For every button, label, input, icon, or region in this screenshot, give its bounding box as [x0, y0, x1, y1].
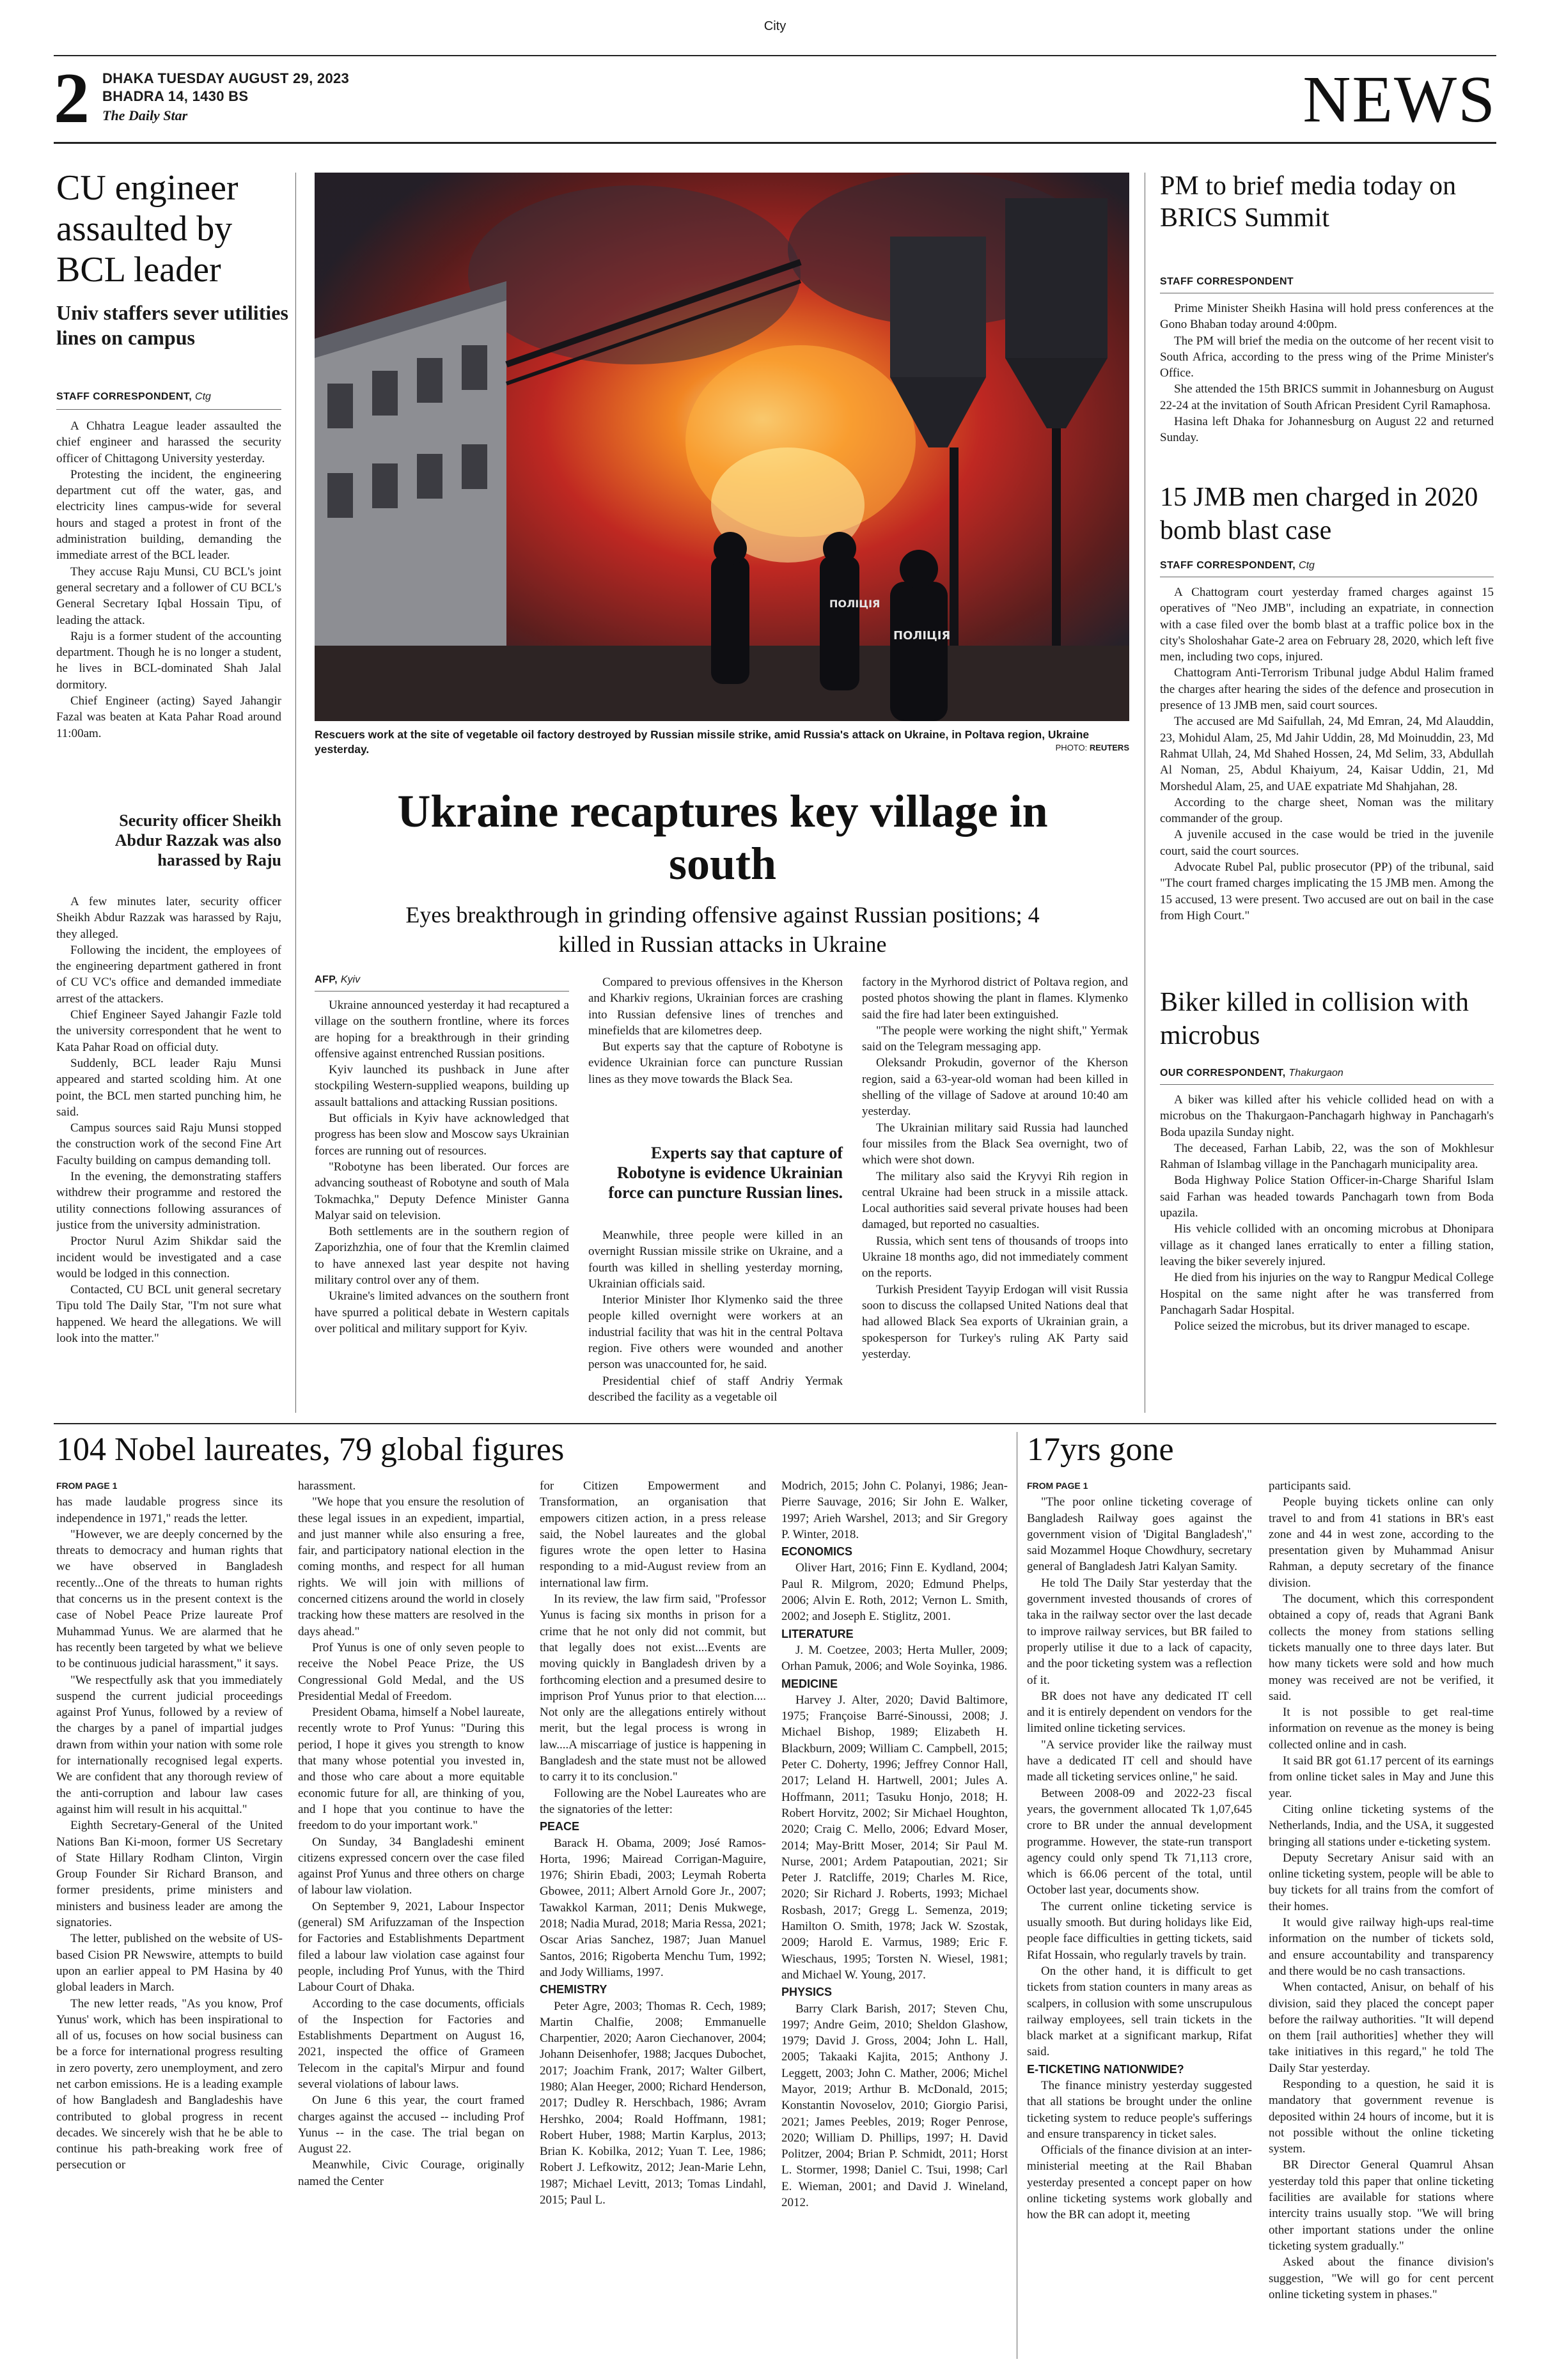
- police-label-1: ПОЛІЦІЯ: [829, 598, 881, 610]
- body-paragraph: The new letter reads, "As you know, Prof Yunus' work, which has been inspirational to all of us, focuses on how social business can be a force for international progress resulting in zero poverty, zero unemployment, and zero net carbon emissions. He is a leading example of how Bangladesh and Bangladeshis have contributed to global progress in recent decades. We sincerely wish that he be able to continue his path-breaking work free of persecution or: [56, 1996, 283, 2172]
- body-paragraph: The finance ministry yesterday suggested that all stations be brought under the online ticketing system to reduce people's sufferings and ensure transparency in ticket sales.: [1027, 2078, 1252, 2141]
- category-subhead: ECONOMICS: [781, 1545, 853, 1559]
- body-paragraph: "However, we are deeply concerned by the threats to democracy and human rights that we have observed in Bangladesh recently...One of the threats to human rights that concerns us in the present context is the case of Nobel Peace Prize laureate Prof Muhammad Yunus. We are alarmed that he has recently been targeted by what we believe to be continuous judicial harassment," it says.: [56, 1527, 283, 1671]
- body-paragraph: Asked about the finance division's suggestion, "We will go for cent percent online ticketing system in phases.": [1269, 2255, 1494, 2301]
- body-paragraph: Barack H. Obama, 2009; José Ramos-Horta, 1996; Mairead Corrigan-Maguire, 1976; Shirin Ebadi, 2003; Leymah Roberta Gbowee, 2011; Albert Arnold Gore Jr., 2007; Tawakkol Karman, 2011; Denis Mukwege, 2018; Nadia Murad, 2018; Maria Ressa, 2021; Oscar Arias Sanchez, 1987; Juan Manuel Santos, 2016; Rigoberta Menchu Tum, 1992; and Jody Williams, 1997.: [540, 1836, 766, 1979]
- header-bottom-rule: [54, 142, 1496, 144]
- section-title: NEWS: [1303, 63, 1496, 136]
- brics-byline: STAFF CORRESPONDENT: [1160, 276, 1294, 287]
- body-paragraph: J. M. Coetzee, 2003; Herta Muller, 2009; Orhan Pamuk, 2006; and Wole Soyinka, 1986.: [781, 1643, 1008, 1674]
- category-subhead: E-TICKETING NATIONWIDE?: [1027, 2062, 1184, 2076]
- cu-byline: STAFF CORRESPONDENT, Ctg: [56, 391, 211, 402]
- header-bangla-date: BHADRA 14, 1430 BS: [102, 88, 249, 104]
- body-paragraph: has made laudable progress since its independence in 1971," reads the letter.: [56, 1495, 283, 1525]
- from-page-label: FROM PAGE 1: [56, 1481, 118, 1491]
- biker-body: [1160, 1092, 1494, 1414]
- body-paragraph: "Robotyne has been liberated. Our forces are advancing southeast of Robotyne and south of Mala Tokmachka," Deputy Defence Minister Ganna Malyar said on television.: [315, 1160, 569, 1222]
- biker-byline-rule: [1160, 1084, 1494, 1085]
- body-paragraph: The military also said the Kryvyi Rih region in central Ukraine had been struck in a missile attack. Local authorities said several private houses had been damaged, but reported no casualties.: [862, 1169, 1128, 1232]
- body-paragraph: The letter, published on the website of US-based Cision PR Newswire, attempts to build upon an earlier appeal to PM Hasina by 40 global leaders in March.: [56, 1932, 283, 1995]
- header-date: DHAKA TUESDAY AUGUST 29, 2023: [102, 70, 350, 86]
- cu-headline: CU engineer assaulted by BCL leader: [56, 168, 239, 290]
- ukraine-col-2a: [588, 974, 843, 1134]
- body-paragraph: He told The Daily Star yesterday that the government invested thousands of crores of taka in the railway sector over the last decade to improve railway services, but BR failed to properly utilise it due to a lack of capacity, and the poor ticketing system was a reflection of it.: [1027, 1576, 1252, 1687]
- body-paragraph: Chattogram Anti-Terrorism Tribunal judge Abdul Halim framed the charges after hearing the sides of the defence and prosecution in presence of 13 JMB men, said court sources.: [1160, 666, 1494, 713]
- category-subhead: CHEMISTRY: [540, 1983, 607, 1996]
- ukraine-byline: AFP, Kyiv: [315, 974, 361, 985]
- masthead-logo: The Daily Star: [102, 107, 188, 123]
- body-paragraph: His vehicle collided with an oncoming microbus at Dhonipara village as it changed lanes erratically to enter a filling station, leaving the biker severely injured.: [1160, 1222, 1494, 1268]
- body-paragraph: Advocate Rubel Pal, public prosecutor (PP) of the tribunal, said "The court framed charges implicating the 15 JMB men. Among the 15 accused, 13 were present. Two accused are out on bail in the case from High Court.": [1160, 860, 1494, 922]
- body-paragraph: Prime Minister Sheikh Hasina will hold press conferences at the Gono Bhaban today around 4:00pm.: [1160, 302, 1494, 332]
- body-paragraph: People buying tickets online can only travel to and from 41 stations in BR's east zone and 44 in west zone, according to the presentation given by Muhammad Anisur Rahman, a deputy secretary of the finance division.: [1269, 1495, 1494, 1590]
- body-paragraph: Raju is a former student of the accounting department. Though he is no longer a student, he lives in BCL-dominated Shah Jalal dormitory.: [56, 629, 281, 692]
- body-paragraph: Ukraine announced yesterday it had recaptured a village on the southern frontline, where its forces are hoping for a breakthrough in their grinding offensive against entrenched Russian positions.: [315, 999, 569, 1061]
- body-paragraph: Hasina left Dhaka for Johannesburg on August 22 and returned Sunday.: [1160, 415, 1494, 445]
- body-paragraph: In the evening, the demonstrating staffers withdrew their programme and restored the utility connections following assurances of justice from the university administration.: [56, 1170, 281, 1232]
- body-paragraph: She attended the 15th BRICS summit in Johannesburg on August 22-24 at the invitation of South African President Cyril Ramaphosa.: [1160, 382, 1494, 412]
- body-paragraph: Meanwhile, three people were killed in an overnight Russian missile strike on Ukraine, and a fourth was killed in shelling yesterday morning, Ukrainian officials said.: [588, 1229, 843, 1291]
- body-paragraph: Kyiv launched its pushback in June after stockpiling Western-supplied weapons, building up assault battalions and attacking Russian positions.: [315, 1063, 569, 1109]
- body-paragraph: A biker was killed after his vehicle collided head on with a microbus on the Thakurgaon-Panchagarh highway in Panchagarh's Boda upazila Sunday night.: [1160, 1093, 1494, 1139]
- ukraine-headline: Ukraine recaptures key village in south: [397, 786, 1048, 889]
- body-paragraph: The deceased, Farhan Labib, 22, was the son of Mokhlesur Rahman of Islambag village in the Panchagarh municipality area.: [1160, 1141, 1494, 1172]
- body-paragraph: Meanwhile, Civic Courage, originally named the Center: [298, 2158, 524, 2188]
- left-col-rule: [295, 173, 296, 1413]
- body-paragraph: A juvenile accused in the case would be tried in the juvenile court, said the court sources.: [1160, 828, 1494, 858]
- seventeen-col-2: [1269, 1478, 1494, 2360]
- photo-credit: PHOTO: REUTERS: [1055, 743, 1129, 752]
- photo-caption: Rescuers work at the site of vegetable oil factory destroyed by Russian missile strike, amid Russia's attack on Ukraine, in Poltava region, Ukraine yesterday.: [315, 728, 1090, 756]
- brics-body: [1160, 300, 1494, 477]
- cu-subhead: Univ staffers sever utilities lines on campus: [56, 301, 288, 349]
- category-subhead: MEDICINE: [781, 1677, 838, 1690]
- category-subhead: PEACE: [540, 1820, 580, 1833]
- body-paragraph: Interior Minister Ihor Klymenko said the three people killed overnight were workers at an industrial facility that was hit in the central Poltava region. Five others were wounded and another person was unaccounted for, he said.: [588, 1293, 843, 1372]
- body-paragraph: Officials of the finance division at an inter-ministerial meeting at the Rail Bhaban yesterday presented a concept paper on how online ticketing systems work globally and how the BR can adopt it, meeting: [1027, 2143, 1252, 2222]
- body-paragraph: The PM will brief the media on the outcome of her recent visit to South Africa, according to the press wing of the Prime Minister's Office.: [1160, 334, 1494, 380]
- body-paragraph: On the other hand, it is difficult to get tickets from station counters in many areas as scalpers, in collusion with some unscrupulous railway employees, sell train tickets in the black market at a significant markup, Rifat said.: [1027, 1964, 1252, 2059]
- category-subhead: LITERATURE: [781, 1627, 854, 1640]
- ukraine-pullquote: Experts say that capture of Robotyne is evidence Ukrainian force can puncture Russian lines.: [608, 1144, 843, 1202]
- body-paragraph: Between 2008-09 and 2022-23 fiscal years, the government allocated Tk 1,07,645 crore to BR under the annual development programme. However, the state-run transport agency could only spend Tk 71,113 crore, which is 66.06 percent of the total, until October last year, documents show.: [1027, 1786, 1252, 1897]
- body-paragraph: According to the charge sheet, Noman was the military commander of the group.: [1160, 795, 1494, 826]
- body-paragraph: When contacted, Anisur, on behalf of his division, said they placed the concept paper before the railway authorities. "It will depend on them [rail authorities] whether they will take initiatives in this regard," he told The Daily Star yesterday.: [1269, 1980, 1494, 2075]
- body-paragraph: Compared to previous offensives in the Kherson and Kharkiv regions, Ukrainian forces are crashing into Russian defensive lines of trenches and minefields that are kilometres deep.: [588, 976, 843, 1038]
- body-paragraph: "The poor online ticketing coverage of Bangladesh Railway goes against the government vision of 'Digital Bangladesh'," said Mozammel Hoque Chowdhury, secretary general of Bangladesh Jatri Kalyan Samity.: [1027, 1495, 1252, 1574]
- body-paragraph: Presidential chief of staff Andriy Yermak described the facility as a vegetable oil: [588, 1374, 843, 1404]
- body-paragraph: A Chhatra League leader assaulted the chief engineer and harassed the security officer of Chittagong University yesterday.: [56, 419, 281, 465]
- body-paragraph: BR Director General Quamrul Ahsan yesterday told this paper that online ticketing facilities are available for stations where intercity trains usually stop. "We will bring other important stations under the online ticketing system gradually.": [1269, 2158, 1494, 2253]
- body-paragraph: Chief Engineer (acting) Sayed Jahangir Fazal was beaten at Kata Pahar Road around 11:00am.: [56, 694, 281, 740]
- body-paragraph: Chief Engineer Sayed Jahangir Fazle told the university correspondent that he went to Kata Pahar Road on official duty.: [56, 1008, 281, 1054]
- body-paragraph: It would give railway high-ups real-time information on the number of tickets sold, and ensure accountability and transparency and there would be no cash transactions.: [1269, 1916, 1494, 1978]
- body-paragraph: Ukraine's limited advances on the southern front have spurred a political debate in Western capitals over political and military support for Kyiv.: [315, 1289, 569, 1335]
- body-paragraph: Oliver Hart, 2016; Finn E. Kydland, 2004; Paul R. Milgrom, 2020; Edmund Phelps, 2006; Alvin E. Roth, 2012; Vernon L. Smith, 2002; and Joseph E. Stiglitz, 2001.: [781, 1561, 1008, 1624]
- body-paragraph: In its review, the law firm said, "Professor Yunus is facing six months in prison for a crime that he not only did not commit, but that legally does not exist....Events are moving quickly in Bangladesh driven by a forthcoming election and a presumed desire to imprison Prof Yunus prior to that election.... Not only are the allegations entirely without merit, but the legal process is wrong in law....A miscarriage of justice is happening in Bangladesh and the state must not be allowed to carry it to its conclusion.": [540, 1592, 766, 1784]
- body-paragraph: Responding to a question, he said it is mandatory that government revenue is deposited within 24 hours of income, but it is not possible without the online ticketing system.: [1269, 2077, 1494, 2156]
- cu-byline-rule: [56, 409, 281, 410]
- ukraine-deck: Eyes breakthrough in grinding offensive against Russian positions; 4 killed in Russian attacks in Ukraine: [405, 902, 1040, 957]
- body-paragraph: Russia, which sent tens of thousands of troops into Ukraine 18 months ago, did not immediately comment on the reports.: [862, 1234, 1128, 1280]
- body-paragraph: The accused are Md Saifullah, 24, Md Emran, 24, Md Alauddin, 23, Mohidul Alam, 25, Md Jahir Uddin, 28, Md Moinuddin, 23, Md Rahmat Ullah, 24, Md Shahed Hossen, 24, Md Selim, 33, Abdullah Al Noman, 25, Abdul Khaiyum, 24, Kaisar Uddin, 21, Md Morshedul Alam, 25, and UAE expatriate Md Shahjahan, 28.: [1160, 715, 1494, 793]
- body-paragraph: harassment.: [298, 1479, 356, 1493]
- body-paragraph: "A service provider like the railway must have a dedicated IT cell and should have made all ticketing services online," he said.: [1027, 1738, 1252, 1784]
- seventeen-headline: 17yrs gone: [1027, 1431, 1174, 1468]
- body-paragraph: On September 9, 2021, Labour Inspector (general) SM Arifuzzaman of the Inspection for Factories and Establishments Department filed a labour law violation case against four people, including Prof Yunus, with the Third Labour Court of Dhaka.: [298, 1899, 524, 1995]
- body-paragraph: A Chattogram court yesterday framed charges against 15 operatives of "Neo JMB", including an expatriate, in connection with a case filed over the bomb blast at a traffic police box in the city's Sholoshahar Gate-2 area on February 28, 2020, which left five men, including two cops, injured.: [1160, 586, 1494, 664]
- burning-factory-photo: [315, 173, 1129, 721]
- body-paragraph: The document, which this correspondent obtained a copy of, reads that Agrani Bank collects the money from stations selling tickets manually one to three days later. But how many tickets were sold and how much money was received are not be verified, it said.: [1269, 1592, 1494, 1703]
- header-top-rule: [54, 55, 1496, 56]
- body-paragraph: Protesting the incident, the engineering department cut off the water, gas, and electricity lines campus-wide for several hours and staged a protest in front of the administration building, demanding the immediate arrest of the BCL leader.: [56, 467, 281, 563]
- lower-section-rule: [54, 1423, 1496, 1424]
- body-paragraph: Peter Agre, 2003; Thomas R. Cech, 1989; Martin Chalfie, 2008; Emmanuelle Charpentier, 2020; Aaron Ciechanover, 2004; Johann Deisenhofer, 1988; Jacques Dubochet, 2017; Joachim Frank, 2017; Walter Gilbert, 1980; Alan Heeger, 2000; Richard Henderson, 2017; Dudley R. Herschbach, 1986; Avram Hershko, 2004; Roald Hoffmann, 1981; Robert Huber, 1988; Martin Karplus, 2013; Brian K. Kobilka, 2012; Yuan T. Lee, 1986; Robert J. Lefkowitz, 2012; Jean-Marie Lehn, 1987; Michael Levitt, 2013; Tomas Lindahl, 2015; Paul L.: [540, 1999, 766, 2207]
- brics-headline: PM to brief media today on BRICS Summit: [1160, 171, 1457, 233]
- photo-illustration: [315, 173, 1129, 721]
- body-paragraph: It is not possible to get real-time information on revenue as the money is being collected online and in cash.: [1269, 1706, 1494, 1752]
- cu-pullquote: Security officer Sheikh Abdur Razzak was also harassed by Raju: [114, 811, 281, 869]
- biker-headline: Biker killed in collision with microbus: [1160, 988, 1469, 1050]
- body-paragraph: Police seized the microbus, but its driver managed to escape.: [1174, 1319, 1470, 1334]
- body-paragraph: He died from his injuries on the way to Rangpur Medical College Hospital on the same night after he was transferred from Panchagarh Sadar Hospital.: [1160, 1271, 1494, 1317]
- body-paragraph: Turkish President Tayyip Erdogan will visit Russia soon to discuss the collapsed United Nations deal that had allowed Black Sea exports of Ukrainian grain, a spokesperson for Turkey's ruling AK Party said yesterday.: [862, 1282, 1128, 1361]
- body-paragraph: Campus sources said Raju Munsi stopped the construction work of the second Fine Art Faculty building on campus demanding toll.: [56, 1121, 281, 1167]
- jmb-headline: 15 JMB men charged in 2020 bomb blast case: [1160, 483, 1478, 545]
- seventeen-col-1: [1027, 1478, 1252, 2360]
- body-paragraph: Following are the Nobel Laureates who are the signatories of the letter:: [540, 1786, 766, 1816]
- nobel-col-1: [56, 1478, 283, 2360]
- body-paragraph: factory in the Myrhorod district of Poltava region, and posted photos showing the plant in flames. Klymenko said the fire had later been extinguished.: [862, 976, 1128, 1022]
- body-paragraph: "We respectfully ask that you immediately suspend the current judicial proceedings against Prof Yunus, followed by a review of the charges by a panel of impartial judges drawn from within your nation with some role for internationally recognised legal experts. We are confident that any thorough review of the anti-corruption and labour law cases against him will result in his acquittal.": [56, 1673, 283, 1816]
- body-paragraph: "We hope that you ensure the resolution of these legal issues in an expedient, impartial, and just manner while also ensuring a free, fair, and participatory national election in the coming months, and respect for all human rights. We will join with millions of concerned citizens around the world in closely tracking how these matters are resolved in the days ahead.": [298, 1495, 524, 1638]
- nobel-col-2: [298, 1478, 524, 2360]
- body-paragraph: It said BR got 61.17 percent of its earnings from online ticket sales in May and June this year.: [1269, 1754, 1494, 1800]
- body-paragraph: Eighth Secretary-General of the United Nations Ban Ki-moon, former US Secretary of State Hillary Rodham Clinton, Virgin Group Founder Sir Richard Branson, and former presidents, prime ministers and ministers and business leader are among the signatories.: [56, 1819, 283, 1930]
- body-paragraph: "The people were working the night shift," Yermak said on the Telegram messaging app.: [862, 1023, 1128, 1054]
- ukraine-byline-rule: [315, 991, 569, 992]
- body-paragraph: BR does not have any dedicated IT cell and it is entirely dependent on vendors for the limited online ticketing services.: [1027, 1689, 1252, 1736]
- body-paragraph: for Citizen Empowerment and Transformation, an organisation that empowers citizen action, in a press release said, the Nobel laureates and the global figures wrote the open letter to Hasina responding to a mid-August review from an international law firm.: [540, 1479, 766, 1590]
- jmb-byline: STAFF CORRESPONDENT, Ctg: [1160, 560, 1315, 571]
- from-page-label: FROM PAGE 1: [1027, 1481, 1088, 1491]
- nobel-col-4: [781, 1478, 1008, 2360]
- body-paragraph: Modrich, 2015; John C. Polanyi, 1986; Jean-Pierre Sauvage, 2016; Sir John E. Walker, 1997; Arieh Warshel, 2013; and Sir Gregory P. Winter, 2018.: [781, 1479, 1008, 1541]
- cu-body-1: [56, 418, 281, 800]
- body-paragraph: Following the incident, the employees of the engineering department gathered in front of CU VC's office and demanded immediate arrest of the attackers.: [56, 943, 281, 1006]
- body-paragraph: Oleksandr Prokudin, governor of the Kherson region, said a 63-year-old woman had been killed in shelling of the village of Sadove at around 10:40 am yesterday.: [862, 1056, 1128, 1119]
- body-paragraph: Prof Yunus is one of only seven people to receive the Nobel Peace Prize, the US Congressional Gold Medal, and the US Presidential Medal of Freedom.: [298, 1640, 524, 1703]
- ukraine-col-1: [315, 997, 569, 1412]
- ukraine-col-2b: [588, 1227, 843, 1413]
- body-paragraph: President Obama, himself a Nobel laureate, recently wrote to Prof Yunus: "During this period, I hope it gives you strength to know that many whose potential you invested in, and those who care about a more equitable economic future for all, are thinking of you, and I hope that you continue to have the freedom to do your important work.": [298, 1706, 524, 1833]
- body-paragraph: Suddenly, BCL leader Raju Munsi appeared and started scolding him. At one point, the BCL men started punching him, he said.: [56, 1056, 281, 1119]
- body-paragraph: Barry Clark Barish, 2017; Steven Chu, 1997; Andre Geim, 2010; Sheldon Glashow, 1979; David J. Gross, 2004; John L. Hall, 2005; Takaaki Kajita, 2015; Anthony J. Leggett, 2003; John C. Mather, 2006; Michel Mayor, 2019; Arthur B. McDonald, 2015; Konstantin Novoselov, 2010; Giorgio Parisi, 2021; James Peebles, 2019; Roger Penrose, 2020; William D. Phillips, 1997; H. David Politzer, 2004; Brian P. Schmidt, 2011; Horst L. Stormer, 1998; Daniel C. Tsui, 1998; Carl E. Wieman, 2001; and David J. Wineland, 2012.: [781, 2002, 1008, 2210]
- body-paragraph: Boda Highway Police Station Officer-in-Charge Shariful Islam said Farhan was headed towards Panchagarh town from Boda upazila.: [1160, 1174, 1494, 1220]
- body-paragraph: But experts say that the capture of Robotyne is evidence Ukrainian force can puncture Russian lines as they move towards the Black Sea.: [588, 1040, 843, 1086]
- cu-body-2: [56, 894, 281, 1424]
- body-paragraph: Contacted, CU BCL unit general secretary Tipu told The Daily Star, "I'm not sure what happened. We heard the allegations. We will look into the matter.": [56, 1283, 281, 1346]
- body-paragraph: The Ukrainian military said Russia had launched four missiles from the Black Sea overnight, two of which were shot down.: [862, 1121, 1128, 1167]
- category-subhead: PHYSICS: [781, 1986, 833, 1999]
- section-label: City: [763, 19, 787, 33]
- body-paragraph: They accuse Raju Munsi, CU BCL's joint general secretary and a follower of CU BCL's General Secretary Iqbal Hossain Tipu, of leading the attack.: [56, 564, 281, 627]
- body-paragraph: Proctor Nurul Azim Shikdar said the incident would be investigated and a case would be lodged in this connection.: [56, 1234, 281, 1280]
- body-paragraph: A few minutes later, security officer Sheikh Abdur Razzak was harassed by Raju, they alleged.: [56, 895, 281, 941]
- body-paragraph: Deputy Secretary Anisur said with an online ticketing system, people will be able to buy tickets for all trains from the comfort of their homes.: [1269, 1851, 1494, 1913]
- page-number: 2: [54, 59, 90, 138]
- jmb-body: [1160, 584, 1494, 981]
- body-paragraph: On Sunday, 34 Bangladeshi eminent citizens expressed concern over the case filed against Prof Yunus and three others on charge of labour law violation.: [298, 1835, 524, 1897]
- body-paragraph: participants said.: [1269, 1479, 1351, 1493]
- body-paragraph: According to the case documents, officials of the Inspection for Factories and Establishments Department on August 16, 2021, inspected the office of Grameen Telecom in the capital's Mirpur and found several violations of labour laws.: [298, 1996, 524, 2091]
- police-label-2: ПОЛІЦІЯ: [893, 629, 951, 642]
- body-paragraph: But officials in Kyiv have acknowledged that progress has been slow and Moscow says Ukrainian forces are running out of resources.: [315, 1112, 569, 1158]
- body-paragraph: Harvey J. Alter, 2020; David Baltimore, 1975; Françoise Barré-Sinoussi, 2008; J. Michael Bishop, 1989; Elizabeth H. Blackburn, 2009; William C. Campbell, 2015; Peter C. Doherty, 1996; Jeffrey Connor Hall, 2017; Leland H. Hartwell, 2001; Jules A. Hoffmann, 2011; Tasuku Honjo, 2018; H. Robert Horvitz, 2002; Sir Michael Houghton, 2020; Craig C. Mello, 2006; Edvard Moser, 2014; May-Britt Moser, 2014; Sir Paul M. Nurse, 2001; Ardem Patapoutian, 2021; Sir Peter J. Ratcliffe, 2019; Charles M. Rice, 2020; Sir Richard J. Roberts, 1993; Michael Rosbash, 2017; Gregg L. Semenza, 2019; Hamilton O. Smith, 1978; Jack W. Szostak, 2009; Harold E. Varmus, 1989; Eric F. Wieschaus, 1995; Torsten N. Wiesel, 1981; and Michael W. Young, 2017.: [781, 1693, 1008, 1982]
- body-paragraph: Citing online ticketing systems of the Netherlands, India, and the USA, it suggested bringing all stations under e-ticketing system.: [1269, 1802, 1494, 1849]
- body-paragraph: Both settlements are in the southern region of Zaporizhzhia, one of four that the Kremlin claimed to have annexed last year despite not having military control over any of them.: [315, 1225, 569, 1287]
- body-paragraph: On June 6 this year, the court framed charges against the accused -- including Prof Yunus -- in the case. The trial began on August 22.: [298, 2094, 524, 2156]
- biker-byline: OUR CORRESPONDENT, Thakurgaon: [1160, 1068, 1343, 1078]
- nobel-headline: 104 Nobel laureates, 79 global figures: [56, 1431, 565, 1468]
- nobel-col-3: [540, 1478, 766, 2360]
- body-paragraph: The current online ticketing service is usually smooth. But during holidays like Eid, people face difficulties in getting tickets, said Rifat Hossain, who regularly travels by train.: [1027, 1899, 1252, 1962]
- ukraine-col-3: [862, 974, 1128, 1413]
